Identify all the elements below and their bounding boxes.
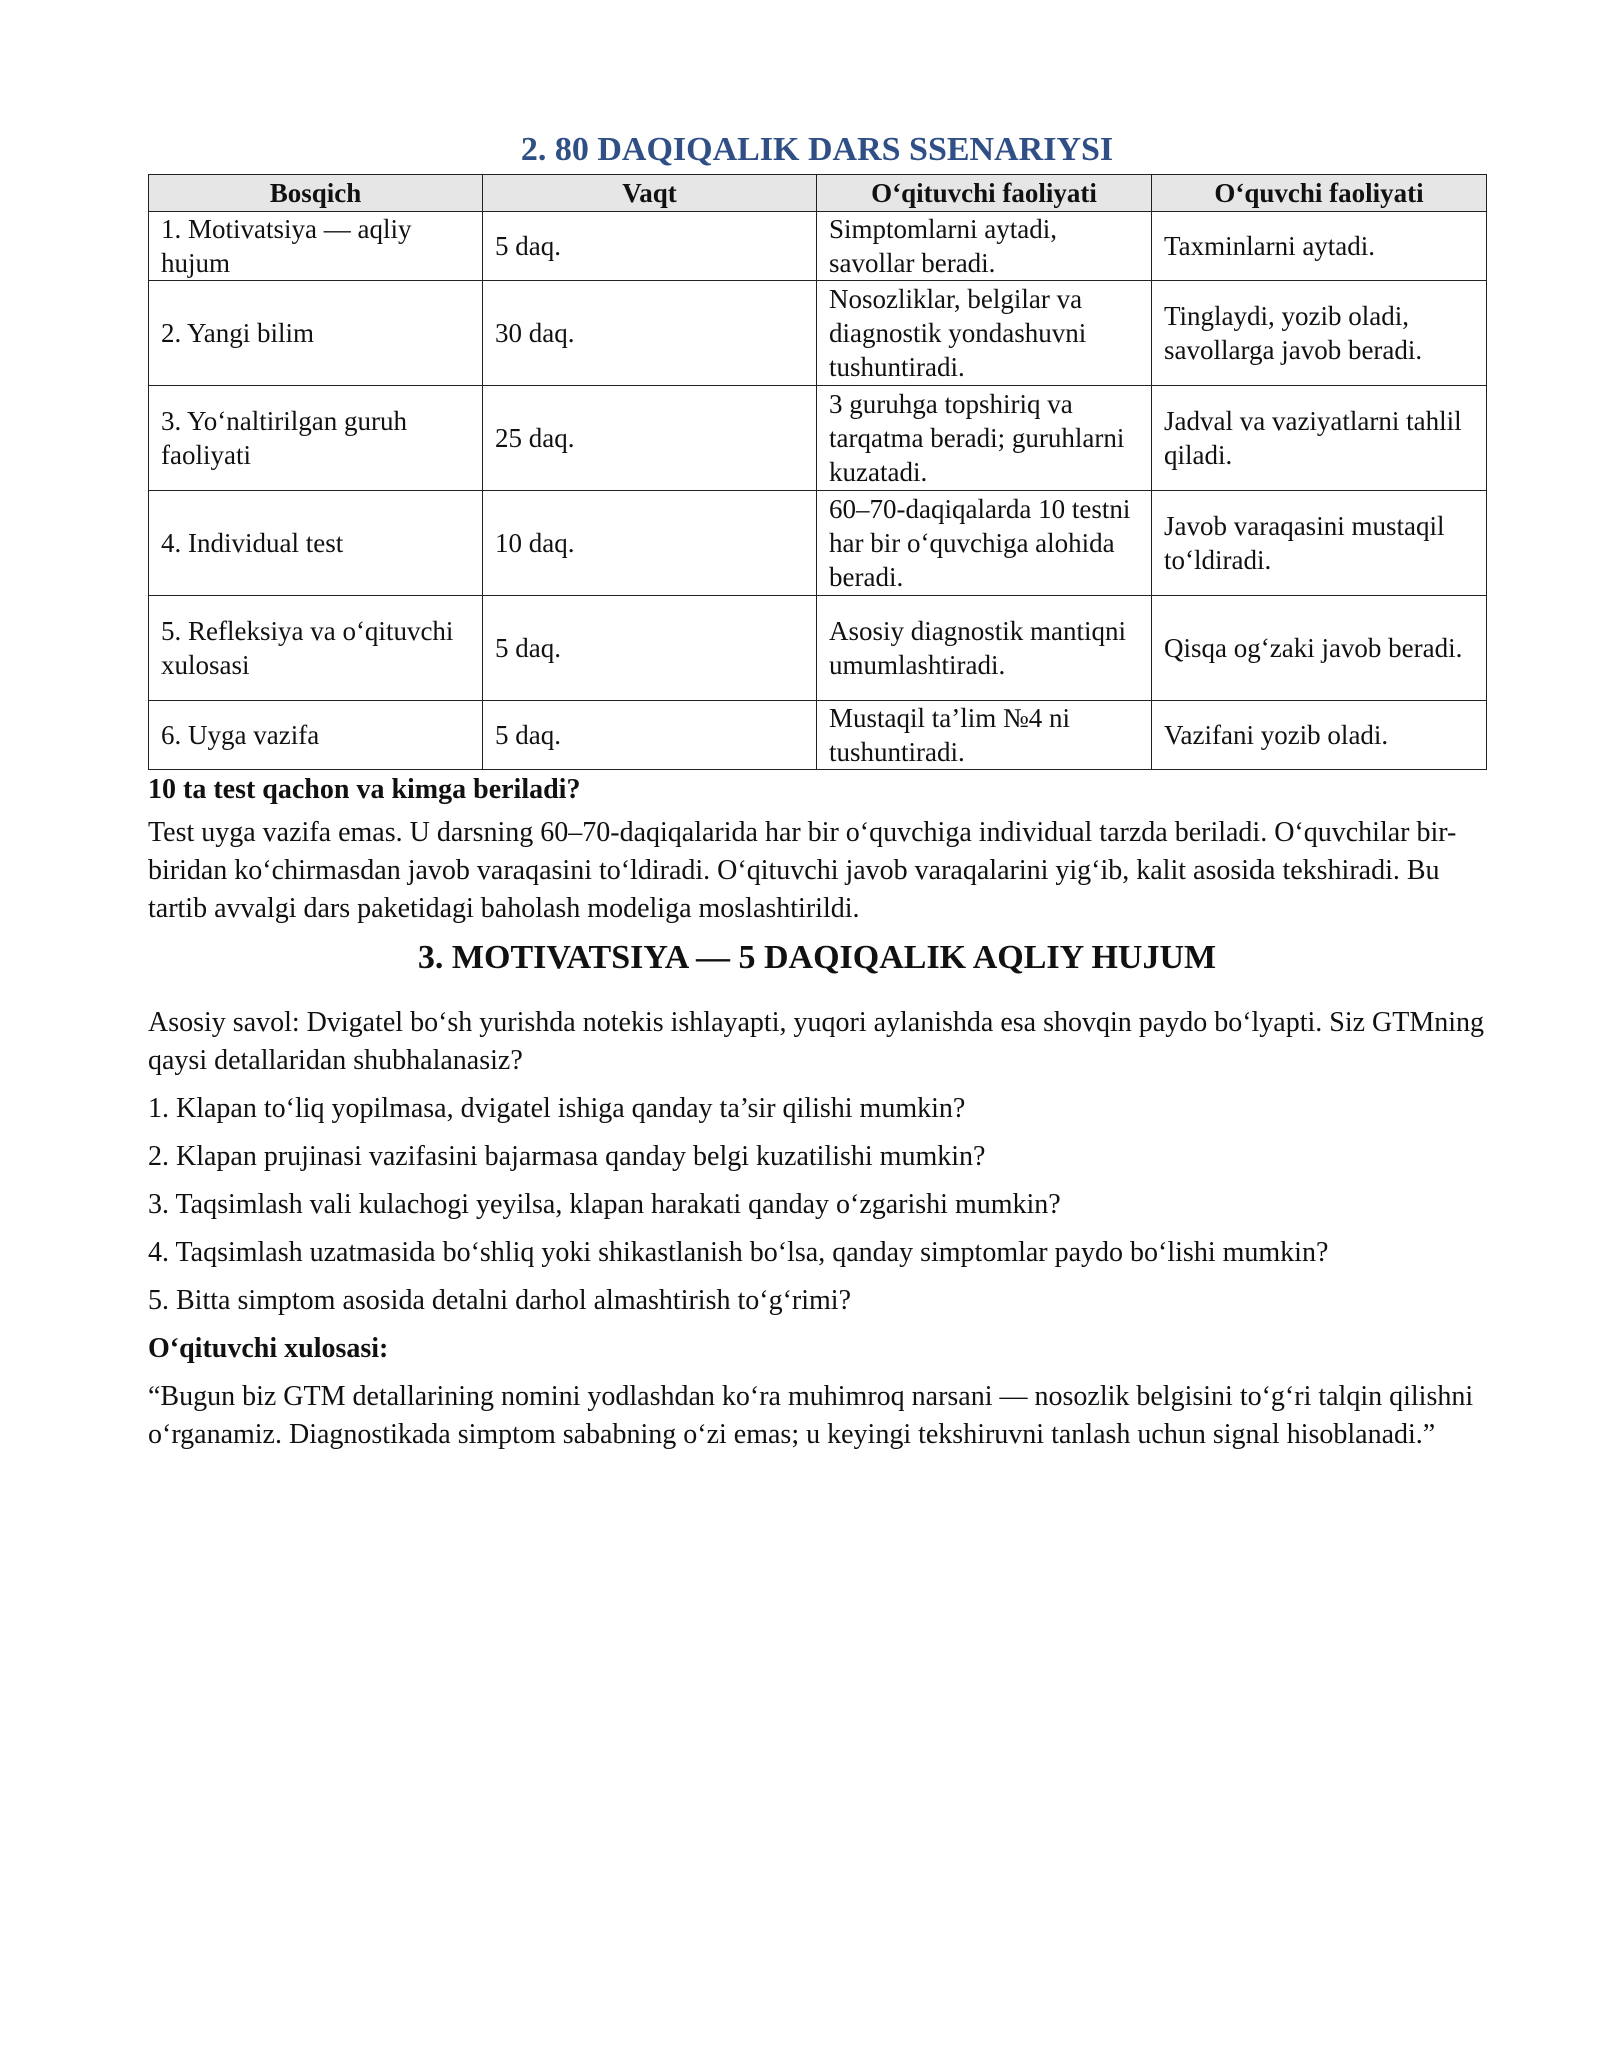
table-cell: Vazifani yozib oladi. [1152, 701, 1487, 770]
conclusion-text: “Bugun biz GTM detallarining nomini yodlashdan ko‘ra muhimroq narsani — nosozlik belgisini to‘g‘ri talqin qilishni o‘rganamiz. Diagnostikada simptom sababning o‘zi emas; u keyingi tekshiruvni tanlash uchun signal hisoblanadi.” [148, 1381, 1474, 1450]
table-cell: 5 daq. [483, 701, 817, 770]
table-row [149, 281, 1487, 386]
main-question: Asosiy savol: Dvigatel bo‘sh yurishda notekis ishlayapti, yuqori aylanishda esa shovqin paydo bo‘lyapti. Siz GTMning qaysi detallaridan shubhalanasiz? [148, 1007, 1485, 1076]
table-cell: 5. Refleksiya va o‘qituvchi xulosasi [149, 596, 483, 701]
question-item: 4. Taqsimlash uzatmasida bo‘shliq yoki shikastlanish bo‘lsa, qanday simptomlar paydo bo‘lishi mumkin? [148, 1237, 1329, 1268]
table-cell: Qisqa og‘zaki javob beradi. [1152, 596, 1487, 701]
table-cell: 6. Uyga vazifa [149, 701, 483, 770]
table-row [149, 491, 1487, 596]
document-page [148, 128, 1486, 1454]
table-header-row [149, 175, 1487, 212]
lesson-scenario-table [148, 174, 1487, 770]
section-2-title: 2. 80 DAQIQALIK DARS SSENARIYSI [520, 131, 1114, 168]
table-cell: Simptomlarni aytadi, savollar beradi. [817, 212, 1152, 281]
table-cell: Tinglaydi, yozib oladi, savollarga javob beradi. [1152, 281, 1487, 386]
table-header-cell: Vaqt [483, 175, 817, 212]
question-item: 2. Klapan prujinasi vazifasini bajarmasa qanday belgi kuzatilishi mumkin? [148, 1141, 986, 1172]
table-cell: 5 daq. [483, 596, 817, 701]
table-cell: Jadval va vaziyatlarni tahlil qiladi. [1152, 386, 1487, 491]
conclusion-label: O‘qituvchi xulosasi: [148, 1333, 389, 1364]
table-row [149, 212, 1487, 281]
table-cell: 30 daq. [483, 281, 817, 386]
table-cell: 5 daq. [483, 212, 817, 281]
test-paragraph: Test uyga vazifa emas. U darsning 60–70-daqiqalarida har bir o‘quvchiga individual tarzda beriladi. O‘quvchilar bir-biridan ko‘chirmasdan javob varaqasini to‘ldiradi. O‘qituvchi javob varaqalarini yig‘ib, kalit asosida tekshiradi. Bu tartib avvalgi dars paketidagi baholash modeliga moslashtirildi. [148, 817, 1457, 924]
table-cell: 25 daq. [483, 386, 817, 491]
table-row [149, 596, 1487, 701]
table-row [149, 386, 1487, 491]
table-cell: 3. Yo‘naltirilgan guruh faoliyati [149, 386, 483, 491]
table-row [149, 701, 1487, 770]
table-header-cell: O‘qituvchi faoliyati [817, 175, 1152, 212]
test-question-heading: 10 ta test qachon va kimga beriladi? [148, 774, 581, 805]
table-cell: 10 daq. [483, 491, 817, 596]
table-cell: Nosozliklar, belgilar va diagnostik yondashuvni tushuntiradi. [817, 281, 1152, 386]
table-cell: 4. Individual test [149, 491, 483, 596]
table-cell: 2. Yangi bilim [149, 281, 483, 386]
question-item: 1. Klapan to‘liq yopilmasa, dvigatel ishiga qanday ta’sir qilishi mumkin? [148, 1093, 966, 1124]
table-cell: Taxminlarni aytadi. [1152, 212, 1487, 281]
question-item: 3. Taqsimlash vali kulachogi yeyilsa, klapan harakati qanday o‘zgarishi mumkin? [148, 1189, 1061, 1220]
table-cell: Asosiy diagnostik mantiqni umumlashtiradi. [817, 596, 1152, 701]
table-header-cell: Bosqich [149, 175, 483, 212]
table-cell: 60–70-daqiqalarda 10 testni har bir o‘quvchiga alohida beradi. [817, 491, 1152, 596]
table-cell: Mustaqil ta’lim №4 ni tushuntiradi. [817, 701, 1152, 770]
table-cell: 3 guruhga topshiriq va tarqatma beradi; guruhlarni kuzatadi. [817, 386, 1152, 491]
question-item: 5. Bitta simptom asosida detalni darhol almashtirish to‘g‘rimi? [148, 1285, 851, 1316]
table-header-cell: O‘quvchi faoliyati [1152, 175, 1487, 212]
table-cell: Javob varaqasini mustaqil to‘ldiradi. [1152, 491, 1487, 596]
section-3-title: 3. MOTIVATSIYA — 5 DAQIQALIK AQLIY HUJUM [417, 939, 1217, 976]
table-cell: 1. Motivatsiya — aqliy hujum [149, 212, 483, 281]
